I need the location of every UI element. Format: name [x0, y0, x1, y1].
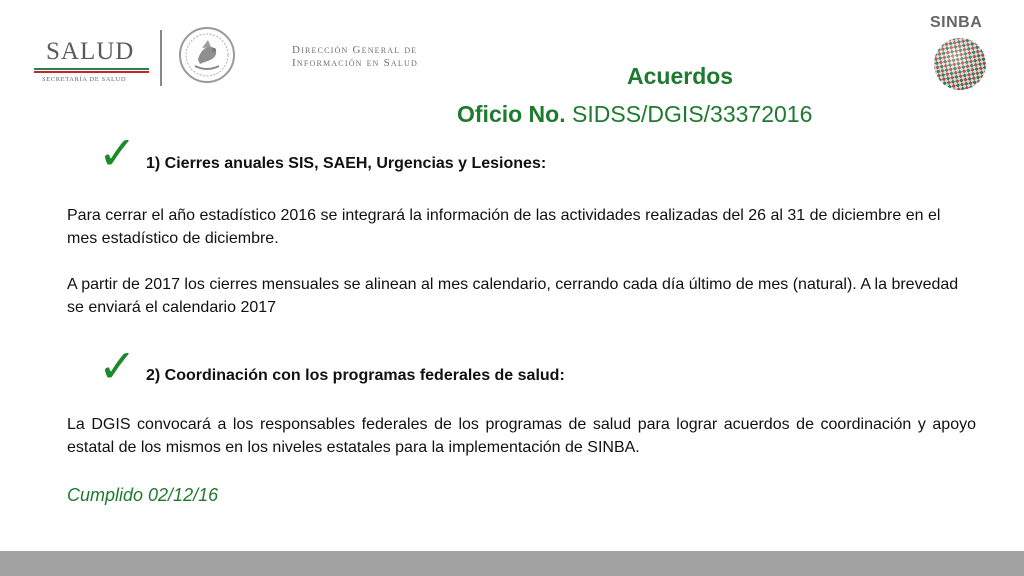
coat-of-arms-seal-icon: [178, 26, 236, 84]
oficio-line: [457, 101, 812, 128]
oficio-number: SIDSS/DGIS/33372016: [572, 101, 813, 127]
sinba-logo: [926, 14, 996, 94]
page-title: Acuerdos: [627, 63, 734, 89]
checkmark-icon: ✓: [98, 126, 137, 180]
item-1-paragraph-1: Para cerrar el año estadístico 2016 se integrará la información de las actividades realizadas del 26 al 31 de diciembre en el mes estadístico de diciembre.: [67, 207, 941, 247]
footer-bar: [0, 551, 1024, 576]
dgis-line-1: Dirección General de: [292, 44, 418, 56]
salud-logo: [32, 34, 150, 84]
salud-logo-red-stripe: [34, 71, 149, 73]
dgis-name: [292, 44, 418, 70]
salud-logo-green-stripe: [34, 68, 149, 70]
status-cumplido: Cumplido 02/12/16: [67, 485, 219, 505]
salud-logo-word: SALUD: [46, 38, 135, 65]
item-2-heading: 2) Coordinación con los programas federales de salud:: [146, 367, 565, 384]
dgis-line-2: Información en Salud: [292, 57, 418, 69]
item-1-heading: 1) Cierres anuales SIS, SAEH, Urgencias y Lesiones:: [146, 155, 547, 172]
checkmark-icon: ✓: [98, 339, 137, 393]
item-1-paragraph-2: A partir de 2017 los cierres mensuales se alinean al mes calendario, cerrando cada día último de mes (natural). A la brevedad se enviará el calendario 2017: [67, 276, 959, 316]
oficio-label: Oficio No.: [457, 101, 566, 127]
sinba-sphere-icon: [932, 36, 988, 92]
sinba-logo-word: SINBA: [930, 14, 983, 31]
salud-logo-subtitle: SECRETARÍA DE SALUD: [42, 76, 127, 83]
item-2-paragraph-1: La DGIS convocará a los responsables federales de los programas de salud para lograr acuerdos de coordinación y apoyo estatal de los mismos en los niveles estatales para la implementación de SINBA.: [67, 416, 976, 456]
logo-divider: [160, 30, 162, 86]
